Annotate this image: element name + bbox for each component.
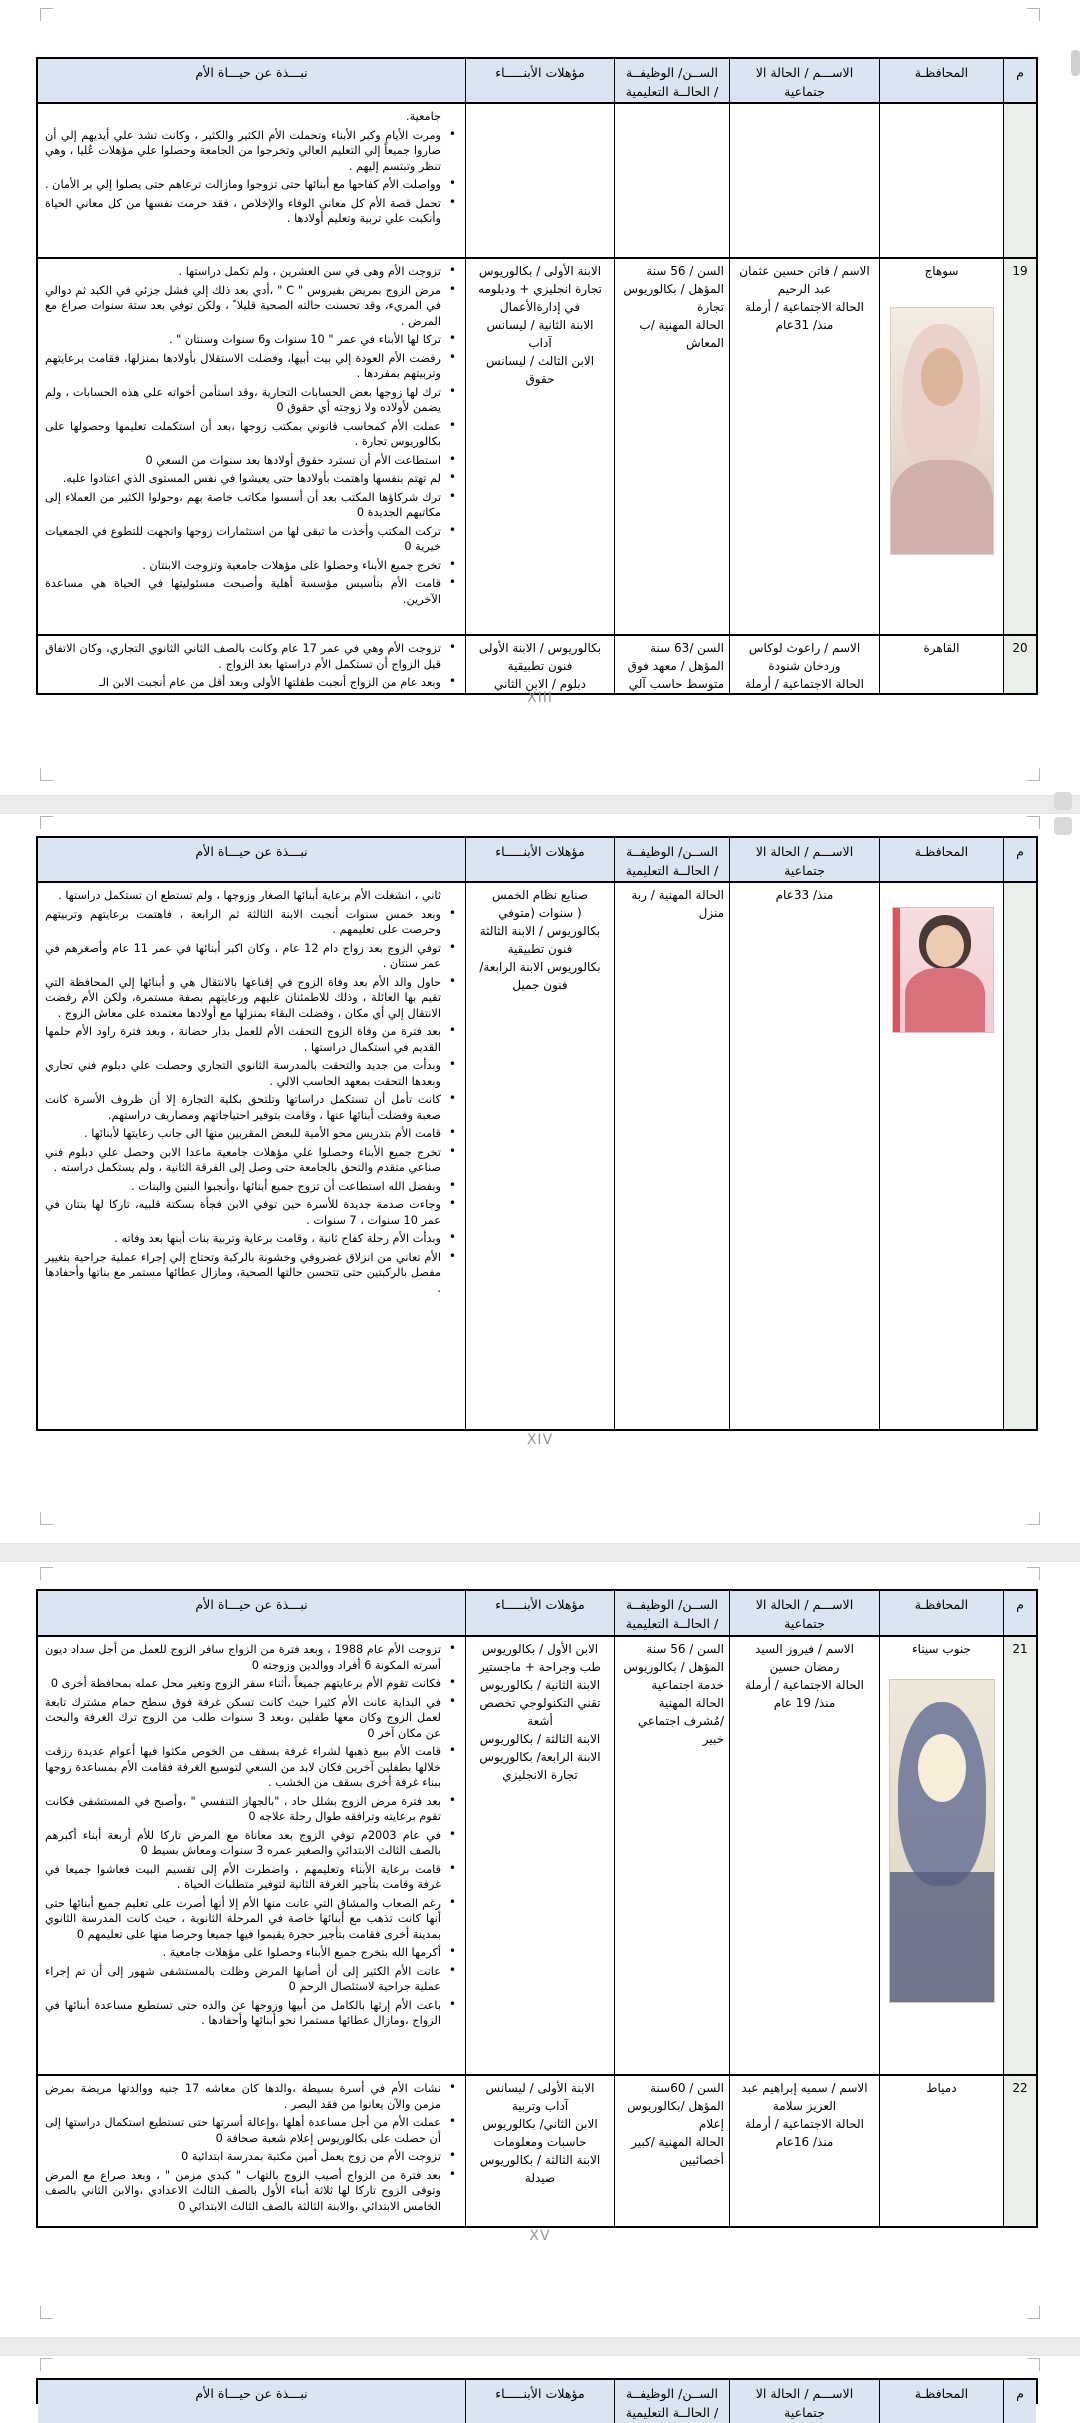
header-age-job <box>614 1591 729 1635</box>
bio-bullet: • مرض الزوج بمريض بفيروس " C " ،أدي بعد ذلك إلي فشل جزئي في الكبد ثم دوالي في المريء، وقد تحسنت حالته الصحية قليلا ً ، ولكن توفي بعد ستة سنوات صراع مع المرض . <box>45 283 458 330</box>
header-mother-bio: نبـــذة عن حيـــاة الأم <box>195 65 308 80</box>
header-age-job <box>614 59 729 102</box>
table-header-row <box>38 1591 1036 1637</box>
cell-line: الحالة الاجتماعية / أرملة <box>745 2117 864 2131</box>
header-num: م <box>1003 838 1036 881</box>
page-boundary-mark <box>40 2358 53 2371</box>
page-gap <box>0 2337 1080 2356</box>
cell-line: الاسم / فاتن حسين عثمان <box>739 264 870 278</box>
cell-line: /مُشرف اجتماعي <box>637 1714 724 1728</box>
cell-line: الاســـم / الحالة الا <box>755 844 854 859</box>
cell-line: الابنة الثالثة / بكالوريوس <box>479 2153 601 2167</box>
portrait-photo <box>892 907 994 1033</box>
cell-line: الســن/ الوظيفــة <box>626 65 718 80</box>
bio-bullet: • وبدأت من جديد والتحقت بالمدرسة الثانوي التجاري وحصلت علي دبلوم فني تجاري وبعدها التحقت بمعهد الحاسب الالي . <box>45 1058 458 1089</box>
cell-line: / الحالــة التعليمية <box>625 1616 719 1631</box>
cell-line: فنون تطبيقية <box>507 942 573 956</box>
cell-line: ( سنوات (متوفي <box>498 906 582 920</box>
page-gap <box>0 795 1080 814</box>
cell-line: / الحالــة التعليمية <box>625 84 719 99</box>
bio-bullet: • تزوجت الأم من زوج يعمل أمين مكتبة بمدرسة ابتدائية 0 <box>45 2149 458 2165</box>
cell-line: أخصائيين <box>679 2153 724 2167</box>
cell-line: / الحالــة التعليمية <box>625 2405 719 2420</box>
cell-line: بكالوريوس / الابنة الثالثة <box>479 924 601 938</box>
header-name <box>729 59 879 102</box>
mothers-table-page-xiv <box>36 836 1038 1431</box>
mother-bio-cell <box>39 636 465 693</box>
cell-line: في إدارةالأعمال <box>499 300 581 314</box>
header-mother-bio: نبـــذة عن حيـــاة الأم <box>195 1597 308 1612</box>
header-governorate: المحافظـة <box>879 59 1003 102</box>
page-boundary-mark <box>1027 768 1040 781</box>
photo-shape <box>921 348 963 406</box>
photo-shape <box>926 925 964 967</box>
bio-bullet: • توفي الزوج بعد زواج دام 12 عام ، وكان اكبر أبنائها في عمر 11 عام وأصغرهم في عمر سنتان . <box>45 941 458 972</box>
page-boundary-mark <box>40 1512 53 1525</box>
cell-line: الاســـم / الحالة الا <box>755 2386 854 2401</box>
bio-bullet: • تزوجت الأم عام 1988 ، وبعد فترة من الزواج سافر الزوج للعمل من أجل سداد ديون أسرته المكونة 6 أفراد ووالدين وزوجته 0 <box>45 1642 458 1673</box>
cell-line: منذ/ 16عام <box>775 2135 834 2149</box>
cell-line: تقني التكنولوجي تخصص <box>479 1696 601 1710</box>
children-quals-cell <box>465 636 614 693</box>
children-quals-cell <box>465 1637 614 2074</box>
cell-line: منذ/ 31عام <box>775 318 834 332</box>
bio-bullet: • في البداية عانت الأم كثيرا حيث كانت تسكن غرفة فوق سطح حمام مشترك تابعة لعمل الزوج وكان معها طفلين ،وبعد 3 سنوات طلب من الزوج ترك الغرفة والبحث عن مكان آخر 0 <box>45 1695 458 1742</box>
cell-line: أشعة <box>527 1714 553 1728</box>
page-gap <box>0 1543 1080 1562</box>
governorate-label: القاهرة <box>923 641 960 655</box>
children-quals-cell <box>465 259 614 634</box>
cell-line: الحالة المهنية / ربة <box>631 888 724 902</box>
table-row-carryover <box>38 104 1036 259</box>
age-job-cell <box>614 2076 729 2226</box>
bio-bullet: • وبدأت الأم رحلة كفاح ثانية ، وقامت برعاية وتربية بنات أبنها بعد وفاته . <box>45 1231 458 1247</box>
cell-line: الســن/ الوظيفــة <box>626 844 718 859</box>
header-governorate: المحافظـة <box>879 2380 1003 2423</box>
cell-line: آداب وتربية <box>511 2099 569 2113</box>
children-quals-cell <box>465 104 614 257</box>
mother-bio-cell <box>39 104 465 257</box>
age-job-cell <box>614 1637 729 2074</box>
header-name <box>729 838 879 881</box>
cell-line: السن / 60سنة <box>650 2081 724 2095</box>
header-governorate: المحافظـة <box>879 838 1003 881</box>
bio-bullet: • تركت المكتب وأخذت ما تبقى لها من استثمارات زوجها واتجهت للتطوع في الجمعيات خيرية 0 <box>45 524 458 555</box>
governorate-cell <box>879 1637 1003 2074</box>
cell-line: الســن/ الوظيفــة <box>626 1597 718 1612</box>
table-row-19 <box>38 259 1036 636</box>
header-num: م <box>1003 1591 1036 1635</box>
cell-line: بكالوريوس / الابنة الأولى <box>478 641 602 655</box>
name-cell <box>729 636 879 693</box>
page-boundary-mark <box>1027 1512 1040 1525</box>
table-header-row <box>38 838 1036 883</box>
row-number-cell <box>1003 104 1036 257</box>
cell-line: الســن/ الوظيفــة <box>626 2386 718 2401</box>
cell-line: منذ/ 33عام <box>775 888 834 902</box>
bio-bullet: • في عام 2003م توفي الزوج بعد معاناة مع المرض تاركا للأم أربعة أبناء أكبرهم بالصف الثالث الابتدائي والصغير عمره 3 سنوات ومعاش بسيط 0 <box>45 1828 458 1859</box>
table-row-20 <box>38 636 1036 693</box>
cell-line: عبد الرحيم <box>777 282 832 296</box>
cell-line: منزل <box>698 906 724 920</box>
page-number: XIV <box>526 1432 554 1448</box>
page-boundary-mark <box>40 816 53 829</box>
cell-line: خبير <box>702 1732 724 1746</box>
name-cell <box>729 104 879 257</box>
mother-bio-cell <box>39 2076 465 2226</box>
name-cell <box>729 883 879 1429</box>
header-mother-bio: نبـــذة عن حيـــاة الأم <box>195 2386 308 2401</box>
cell-line: خدمة اجتماعية <box>651 1678 724 1692</box>
bio-bullet: • تخرج جميع الأبناء وحصلوا علي مؤهلات جامعية ماعدا الابن وحصل علي دبلوم فني صناعي متقدم والتحق بالجامعة حتى وصل إلى الفرقة الثانية ، ولم يستكمل دراسته . <box>45 1145 458 1176</box>
cell-line: المعاش <box>685 336 724 350</box>
cell-line: المؤهل / بكالوريوس <box>623 1660 724 1674</box>
cell-line: الابنة الثانية / ليسانس <box>486 318 594 332</box>
bio-bullet: • تخرج جميع الأبناء وحصلوا على مؤهلات جامعية وتزوجت الابنتان . <box>45 558 458 574</box>
governorate-cell <box>879 259 1003 634</box>
children-quals-cell <box>465 2076 614 2226</box>
scrollbar-button[interactable] <box>1054 792 1072 810</box>
page-number: XV <box>529 2228 551 2244</box>
table-row-carryover <box>38 883 1036 1429</box>
cell-line: السن / 56 سنة <box>646 264 724 278</box>
page-boundary-mark <box>1027 2306 1040 2319</box>
bio-bullet: • تزوجت الأم وهى في سن العشرين ، ولم تكمل دراستها . <box>45 264 458 280</box>
cell-line: الحالة المهنية /كبير <box>631 2135 724 2149</box>
bio-bullet: • بعد فترة من وفاة الزوج التحقت الأم للعمل بدار حضانة ، وبعد فترة راود الأم حلمها القديم في استكمال دراستها . <box>45 1024 458 1055</box>
cell-line: تجارة الانجليزي <box>502 1768 578 1782</box>
bio-bullet: • وواصلت الأم كفاحها مع أبنائها حتى تزوجوا ومازالت ترعاهم حتى يصلوا إلي بر الأمان . <box>45 177 458 193</box>
page-boundary-mark <box>1027 2358 1040 2371</box>
portrait-photo <box>890 307 994 555</box>
cell-line: السن /63 سنة <box>650 641 724 655</box>
governorate-label: جنوب سيناء <box>912 1642 971 1656</box>
bio-bullet: • وجاءت صدمة جديدة للأسرة حين توفي الابن فجأة بسكتة قلبيه، تاركا لها بنتان في عمر 10 سنوات ، 7 سنوات . <box>45 1197 458 1228</box>
photo-shape <box>890 1872 994 2002</box>
bio-bullet: • نشات الأم في أسرة بسيطة ،والدها كان معاشه 17 جنيه ووالدتها مريضة بمرض مزمن والآن يعانوا من فقد البصر . <box>45 2081 458 2112</box>
cell-line: تجارة انجليزي + ودبلومه <box>478 282 602 296</box>
cell-line: وردخان شنودة <box>768 659 841 673</box>
page-boundary-mark <box>1027 816 1040 829</box>
bio-bullet: ثاني ، انشغلت الأم برعاية أبنائها الصغار وزوجها ، ولم تستطع ان تستكمل دراستها . <box>58 889 441 902</box>
cell-line: الابنة الرابعة/ بكالوريوس <box>479 1750 601 1764</box>
governorate-cell <box>879 2076 1003 2226</box>
bio-bullet: • رفضت الأم العودة إلي بيت أبيها، وفضلت الاستقلال بأولادها بمنزلها، فقامت برعايتهم وتربيتهم بمفردها . <box>45 351 458 382</box>
cell-line: الحالة الاجتماعية / أرملة <box>745 300 864 314</box>
page-boundary-mark <box>1027 8 1040 21</box>
page-boundary-mark <box>1027 1567 1040 1580</box>
mothers-table-page-xv <box>36 1589 1038 2228</box>
cell-line: الابن الأول / بكالوريوس <box>481 1642 599 1656</box>
header-children-quals: مؤهلات الأبنـــــاء <box>465 2380 614 2423</box>
cell-line: المؤهل / بكالوريوس <box>623 282 724 296</box>
cell-line: آداب <box>528 336 552 350</box>
header-mother-bio: نبـــذة عن حيـــاة الأم <box>195 844 308 859</box>
cell-line: الاسم / سميه إبراهيم عبد <box>741 2081 868 2095</box>
row-number-cell: 19 <box>1003 259 1036 634</box>
bio-bullet: • وبعد عام من الزواج أنجبت طفلتها الأولى وبعد أقل من عام أنجبت الابن الـ <box>45 675 458 691</box>
cell-line: جتماعية <box>784 2405 825 2420</box>
header-children-quals: مؤهلات الأبنـــــاء <box>465 838 614 881</box>
header-name <box>729 1591 879 1635</box>
bio-bullet: • بعد فترة مرض الزوج بشلل حاد ، "بالجهاز التنفسي " ،وأصبح في المستشفى فكانت تقوم برعايته وترافقه طوال رحلة علاجه 0 <box>45 1794 458 1825</box>
bio-bullet: • فكانت تقوم الأم برعايتهم جميعاً ،أثناء سفر الزوج وتغير محل عمله بمحافظة أخرى 0 <box>45 1676 458 1692</box>
name-cell <box>729 259 879 634</box>
header-num: م <box>1003 2380 1036 2423</box>
cell-line: العزيز سلامة <box>772 2099 837 2113</box>
age-job-cell <box>614 259 729 634</box>
bio-bullet: • حاول والد الأم بعد وفاة الزوج في إقناعها بالانتقال هي و أبنائها إلي المحافظة التي تقيم بها العائلة ، وذلك للاطمئنان عليهم ورعايتهم بصفة مستمرة، ولكن الأم رفضت الانتقال إلي أي مكان ، وفضلت البقاء بمنزلها مع أولادها معتمده على معاش الزوج . <box>45 975 458 1022</box>
bio-bullet: • تزوجت الأم وهي في عمر 17 عام وكانت بالصف الثاني الثانوي التجاري، وكان الاتفاق قبل الزواج أن تستكمل الأم دراستها بعد الزواج . <box>45 641 458 672</box>
bio-bullet: • وبعد خمس سنوات أنجبت الابنة الثالثة ثم الرابعة ، فاهتمت برعايتهم وتربيتهم وحرصت على تعليمهم . <box>45 907 458 938</box>
bio-bullet: • تركا لها الأبناء في عمر " 10 سنوات و6 سنوات وسنتان " . <box>45 332 458 348</box>
bio-bullet: • وبفضل الله استطاعت أن تزوج جميع أبنائها ،وأنجبوا البنين والبنات . <box>45 1179 458 1195</box>
mother-bio-cell <box>39 1637 465 2074</box>
photo-shape <box>905 968 985 1032</box>
age-job-cell <box>614 883 729 1429</box>
governorate-label: دمياط <box>926 2081 957 2095</box>
cell-line: الابن الثاني/ بكالوريوس <box>482 2117 598 2131</box>
cell-line: الحالة الاجتماعية / أرملة <box>745 1678 864 1692</box>
bio-bullet: • عملت الأم من أجل مساعدة أهلها ،وإعالة أسرتها حتى تستطيع استكمال دراستها إلى أن حصلت على بكالوريوس إعلام شعبة صحافة 0 <box>45 2115 458 2146</box>
bio-bullet: • لم تهتم بنفسها واهتمت بأولادها حتى يعيشوا في نفس المستوى الذي اعتادوا عليه. <box>45 471 458 487</box>
page-boundary-mark <box>40 768 53 781</box>
bio-bullet: • قامت برعاية الأبناء وتعليمهم ، واضطرت الأم إلى تقسيم البيت فعاشوا جميعا في غرفة وقامت بتأجير الغرفة الثانية لتوفير متطلبات الحياة . <box>45 1862 458 1893</box>
bio-bullet: • باعت الأم إرثها بالكامل من أبيها وزوجها عن والده حتى تستطيع مساعدة أبنائها في الزواج ،ومازال عطائها مستمرا نحو أبنائها وأحفادها . <box>45 1998 458 2029</box>
bio-bullet: • قامت الأم بتأسيس مؤسسة أهلية وأصبحت مسئوليتها في الحياة هي مساعدة الآخرين. <box>45 576 458 607</box>
bio-bullet: • رغم الصعاب والمشاق التي عانت منها الأم إلا أنها أصرت على تعليم جميع أبنائها حتى أنها كانت تذهب مع أبنائها خاصة في المرحلة الثانوية ، حيث كانت المدرسة الثانوي بمدينة أخرى فقامت بتأجير حجرة يقيموا فيها جميعا وحرصا منها على تعليمهم 0 <box>45 1896 458 1943</box>
cell-line: حاسبات ومعلومات <box>493 2135 587 2149</box>
table-row-22 <box>38 2076 1036 2226</box>
cell-line: إعلام <box>698 2117 724 2131</box>
mothers-table-page-xiii <box>36 57 1038 695</box>
cell-line: فنون تطبيقية <box>507 659 573 673</box>
cell-line: السن / 56 سنة <box>646 1642 724 1656</box>
cell-line: المؤهل / معهد فوق <box>627 659 724 673</box>
row-number-cell <box>1003 883 1036 1429</box>
cell-line: تجارة <box>697 300 724 314</box>
bio-bullet: • كانت تأمل أن تستكمل دراساتها وتلتحق بكلية التجارة إلا أن ظروف الأسرة كانت صعبة وفضلت أبنائها عنها ، وقامت بتوفير احتياجاتهم ومصاريف دراستهم. <box>45 1092 458 1123</box>
governorate-label: سوهاج <box>924 264 959 278</box>
header-age-job <box>614 2380 729 2423</box>
age-job-cell <box>614 636 729 693</box>
header-governorate: المحافظـة <box>879 1591 1003 1635</box>
cell-line: حقوق <box>525 372 555 386</box>
cell-line: / الحالــة التعليمية <box>625 863 719 878</box>
cell-line: الابنة الثانية / بكالوريوس <box>479 1678 601 1692</box>
bio-bullet: • ومرت الأيام وكبر الأبناء وتحملت الأم الكثير والكثير ، وكانت تشد علي أيديهم إلي أن صاروا جميعاً إلي التعليم العالي وتخرجوا من الجامعة وحصلوا علي مؤهلات عُليا ، وهي تنظر وتبتسم إليهم . <box>45 128 458 175</box>
bio-bullet: • قامت الأم بتدريس محو الأمية للبعض المقربين منها الى جانب رعايتها لأبنائها . <box>45 1126 458 1142</box>
cell-line: دبلوم / الابن الثاني <box>493 677 587 691</box>
header-children-quals: مؤهلات الأبنـــــاء <box>465 59 614 102</box>
cell-line: فنون جميل <box>512 978 568 992</box>
header-num: م <box>1003 59 1036 102</box>
cell-line: الحالة المهنية /ب <box>639 318 724 332</box>
cell-line: الاسم / فيروز السيد <box>755 1642 854 1656</box>
cell-line: صيدلة <box>524 2171 556 2185</box>
bio-bullet: • تحمل قصة الأم كل معاني الوفاء والإخلاص ، فقد حرمت نفسها من كل معاني الحياة وأنكبت علي تربية وتعليم أولادها . <box>45 196 458 227</box>
photo-shape <box>891 460 993 554</box>
photo-shape <box>918 1734 966 1802</box>
page-boundary-mark <box>40 1567 53 1580</box>
cell-line: جتماعية <box>784 863 825 878</box>
header-age-job <box>614 838 729 881</box>
age-job-cell <box>614 104 729 257</box>
header-children-quals: مؤهلات الأبنـــــاء <box>465 1591 614 1635</box>
name-cell <box>729 2076 879 2226</box>
mother-bio-cell <box>39 883 465 1429</box>
portrait-photo <box>889 1679 995 2003</box>
cell-line: المؤهل /بكالوريوس <box>627 2099 724 2113</box>
header-name <box>729 2380 879 2423</box>
governorate-cell <box>879 883 1003 1429</box>
mothers-table-next-page <box>36 2378 1038 2420</box>
cell-line: متوسط حاسب آلي <box>628 677 724 691</box>
bio-bullet: • الأم تعاني من انزلاق غضروفي وخشونة بالركبة وتحتاج إلي إجراء عملية جراحية بتغيير مفصل بالركبتين حتى تتحسن حالتها الصحية، ومازال عطائها مستمر مع بناتها وأحفادها . <box>45 1250 458 1297</box>
mother-bio-cell <box>39 259 465 634</box>
page-boundary-mark <box>40 2306 53 2319</box>
cell-line: الحالة الاجتماعية / أرملة <box>745 677 864 691</box>
cell-line: جتماعية <box>784 1616 825 1631</box>
cell-line: الاســـم / الحالة الا <box>755 65 854 80</box>
table-header-row <box>38 59 1036 104</box>
cell-line: طب وجراحة + ماجستير <box>479 1660 601 1674</box>
bio-bullet: • عملت الأم كمحاسب قانوني بمكتب زوجها ،بعد أن استكملت تعليمها وحصولها على بكالوريوس تجارة . <box>45 419 458 450</box>
governorate-cell <box>879 104 1003 257</box>
bio-bullet: • أكرمها الله بتخرج جميع الأبناء وحصلوا على مؤهلات جامعية . <box>45 1945 458 1961</box>
cell-line: بكالوريوس الابنة الرابعة/ <box>479 960 601 974</box>
row-number-cell: 22 <box>1003 2076 1036 2226</box>
scrollbar-button[interactable] <box>1054 817 1072 835</box>
photo-shape <box>893 908 900 1032</box>
cell-line: صنايع نظام الخمس <box>491 888 589 902</box>
bio-bullet: • عانت الأم الكثير إلى أن أصابها المرض وظلت بالمستشفى شهور إلى أن تم إجراء عملية جراحية لاستئصال الرحم 0 <box>45 1964 458 1995</box>
table-header-row <box>38 2380 1036 2423</box>
bio-bullet: • ترك لها زوجها بعض الحسابات التجارية ،وقد استأمن أخواته على هذه الحسابات ، ولم يضمن لأولاده ولا زوجته أي حقوق 0 <box>45 385 458 416</box>
bio-bullet: • استطاعت الأم أن تسترد حقوق أولادها بعد سنوات من السعي 0 <box>45 453 458 469</box>
cell-line: الاسم / راعوث لوكاس <box>748 641 861 655</box>
children-quals-cell <box>465 883 614 1429</box>
scrollbar-thumb[interactable] <box>1071 50 1080 76</box>
cell-line: الابنة الثالثة / بكالوريوس <box>479 1732 601 1746</box>
table-row-21 <box>38 1637 1036 2076</box>
cell-line: الابن الثالث / ليسانس <box>485 354 595 368</box>
cell-line: رمضان حسين <box>769 1660 840 1674</box>
cell-line: الحالة المهنية <box>658 1696 724 1710</box>
page-boundary-mark <box>40 8 53 21</box>
cell-line: منذ/ 19 عام <box>773 1696 836 1710</box>
cell-line: الاســـم / الحالة الا <box>755 1597 854 1612</box>
cell-line: جتماعية <box>784 84 825 99</box>
bio-bullet: • قامت الأم ببيع ذهبها لشراء غرفة بسقف من الخوص مكثوا فيها أعوام عديدة رزقت خلالها بطفلين آخرين فكان لابد من السعي لتوسيع الغرفة فقامت الأم بمساعدة زوجها ببناء غرفة أخرى بسقف من الخشب . <box>45 1744 458 1791</box>
cell-line: الابنة الأولى / بكالوريوس <box>478 264 602 278</box>
governorate-cell <box>879 636 1003 693</box>
page-number: XIII <box>527 690 553 706</box>
bio-bullet: جامعية. <box>406 110 441 123</box>
row-number-cell: 21 <box>1003 1637 1036 2074</box>
row-number-cell: 20 <box>1003 636 1036 693</box>
bio-bullet: • بعد فترة من الزواج أصيب الزوج بالتهاب " كبدي مزمن " ، وبعد صراع مع المرض وتوفى الزوج تاركا لها ثلاثة أبناء الأول بالصف الثالث الاعدادي ،والابن الثاني بالصف الخامس الابتدائي ،والابنة الثالثة بالصف الثالث الابتدائي 0 <box>45 2168 458 2215</box>
cell-line: الابنة الأولى / ليسانس <box>485 2081 595 2095</box>
bio-bullet: • ترك شركاؤها المكتب بعد أن أسسوا مكاتب خاصة بهم ،وحولوا الكثير من العملاء إلى مكاتبهم الجديدة 0 <box>45 490 458 521</box>
name-cell <box>729 1637 879 2074</box>
